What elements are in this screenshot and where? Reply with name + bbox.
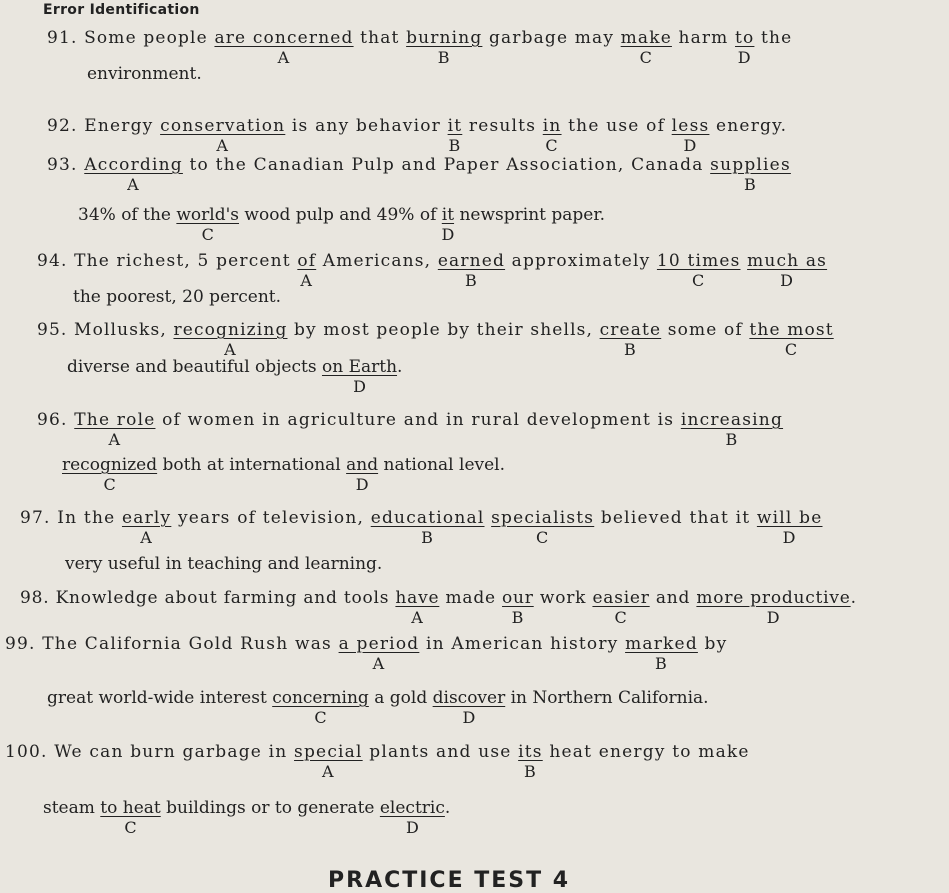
sentence-text: a gold [368,688,433,708]
option-a-underlined-phrase[interactable] [338,634,420,673]
option-text: will be [756,508,823,528]
option-d-underlined-phrase[interactable] [321,357,398,396]
option-text: supplies [710,155,791,175]
question-93-line [78,205,606,244]
option-text: more productive [696,588,851,608]
option-a-underlined-phrase[interactable] [84,155,183,194]
sentence-text: In the [57,508,122,528]
option-text: earned [437,251,506,271]
option-c-underlined-phrase[interactable] [592,588,650,627]
option-text: much as [747,251,828,271]
sentence-text: Knowledge about farming and tools [55,588,396,608]
option-letter-label: D [683,136,698,155]
option-letter-label: A [300,271,314,290]
option-letter-label: B [437,48,451,67]
question-91-line [87,64,202,84]
question-number: 100. [5,742,55,762]
option-d-underlined-phrase[interactable] [756,508,823,547]
option-letter-label: A [127,175,140,194]
question-93-line [47,155,791,194]
option-letter-label: A [108,430,122,449]
question-96-line [62,455,506,494]
sentence-text: The California Gold Rush was [42,634,339,654]
sentence-text: national level. [378,455,506,475]
question-99-line [47,688,709,727]
sentence-text: . [444,798,451,818]
sentence-text: diverse and beautiful objects [67,357,322,377]
question-number: 99. [5,634,43,654]
option-text: of [297,251,317,271]
sentence-text: approximately [505,251,657,271]
option-letter-label: C [103,475,116,494]
option-letter-label: B [744,175,757,194]
option-text: in [542,116,562,136]
option-letter-label: B [511,608,525,627]
sentence-text: made [439,588,503,608]
option-letter-label: A [224,340,237,359]
sentence-text: great world-wide interest [47,688,273,708]
question-number: 95. [37,320,75,340]
sentence-text: The richest, 5 percent [74,251,298,271]
option-letter-label: D [441,225,455,244]
option-text: concerning [272,688,369,708]
question-98-line [20,588,857,627]
option-a-underlined-phrase[interactable] [173,320,288,359]
option-text: it [447,116,463,136]
option-text: recognizing [173,320,288,340]
option-text: easier [592,588,650,608]
sentence-text: buildings or to generate [160,798,380,818]
option-text: have [395,588,440,608]
option-c-underlined-phrase[interactable] [620,28,672,67]
option-d-underlined-phrase[interactable] [747,251,828,290]
option-b-underlined-phrase[interactable] [680,410,784,449]
option-text: make [620,28,672,48]
option-text: educational [370,508,485,528]
question-100-line [5,742,750,781]
question-91-line [47,28,793,67]
question-99-line [5,634,728,673]
sentence-text: by most people by their shells, [287,320,600,340]
sentence-text: . [850,588,857,608]
question-95-line [37,320,834,359]
option-letter-label: D [405,818,419,837]
option-a-underlined-phrase[interactable] [395,588,440,627]
option-text: burning [406,28,483,48]
option-text: According [84,155,183,175]
option-d-underlined-phrase[interactable] [432,688,506,727]
option-text: increasing [680,410,784,430]
option-letter-label: B [725,430,739,449]
question-number: 98. [20,588,56,608]
option-text: early [121,508,172,528]
option-text: specialists [491,508,595,528]
option-letter-label: A [140,528,154,547]
option-a-underlined-phrase[interactable] [121,508,172,547]
option-text: electric [379,798,445,818]
option-letter-label: C [201,225,214,244]
option-text: marked [625,634,698,654]
option-a-underlined-phrase[interactable] [297,251,317,290]
option-letter-label: C [691,271,706,290]
option-letter-label: D [782,528,797,547]
question-number: 91. [47,28,85,48]
option-d-underlined-phrase[interactable] [441,205,455,244]
option-text: The role [74,410,156,430]
option-b-underlined-phrase[interactable] [406,28,483,67]
option-text: recognized [62,455,158,475]
option-letter-label: D [355,475,369,494]
sentence-text: both at international [157,455,347,475]
page-footer: PRACTICE TEST 4 [328,868,571,893]
sentence-text: garbage may [482,28,621,48]
option-letter-label: C [535,528,550,547]
option-letter-label: B [523,762,537,781]
sentence-text: and [649,588,697,608]
sentence-text: the poorest, 20 percent. [73,287,282,307]
sentence-text: believed that it [594,508,757,528]
option-a-underlined-phrase[interactable] [294,742,363,781]
question-94-line [73,287,281,307]
option-letter-label: C [639,48,653,67]
sentence-text [485,508,492,528]
sentence-text: to the Canadian Pulp and Paper Association, Canada [182,155,711,175]
option-text: the most [749,320,834,340]
sentence-text: very useful in teaching and learning. [65,554,383,574]
option-text: and [346,455,379,475]
question-number: 96. [37,410,75,430]
sentence-text: of women in agriculture and in rural development is [155,410,681,430]
sentence-text: Some people [84,28,215,48]
option-text: our [502,588,534,608]
sentence-text: is any behavior [285,116,448,136]
option-text: are concerned [214,28,354,48]
option-c-underlined-phrase[interactable] [491,508,595,547]
sentence-text [741,251,748,271]
option-letter-label: C [314,708,327,727]
sentence-text: plants and use [362,742,519,762]
option-b-underlined-phrase[interactable] [447,116,463,155]
section-heading: Error Identification [43,2,200,18]
sentence-text: We can burn garbage in [54,742,295,762]
option-b-underlined-phrase[interactable] [710,155,791,194]
question-100-line [43,798,451,837]
sentence-text: Energy [84,116,161,136]
question-95-line [67,357,403,396]
option-letter-label: B [655,654,668,673]
option-d-underlined-phrase[interactable] [671,116,710,155]
sentence-text: Americans, [316,251,438,271]
option-letter-label: D [780,271,795,290]
option-text: discover [432,688,506,708]
question-number: 92. [47,116,85,136]
question-94-line [37,251,828,290]
question-number: 97. [20,508,58,528]
option-a-underlined-phrase[interactable] [214,28,354,67]
option-text: create [599,320,662,340]
question-number: 93. [47,155,85,175]
option-letter-label: A [321,762,335,781]
sentence-text: results [462,116,543,136]
sentence-text: newsprint paper. [454,205,606,225]
option-b-underlined-phrase[interactable] [437,251,506,290]
option-text: world's [176,205,240,225]
option-text: to heat [100,798,161,818]
option-letter-label: B [421,528,435,547]
question-97-line [20,508,823,547]
option-letter-label: D [737,48,752,67]
option-letter-label: D [462,708,476,727]
option-b-underlined-phrase[interactable] [502,588,534,627]
sentence-text: wood pulp and 49% of [239,205,442,225]
option-text: on Earth [321,357,398,377]
option-text: conservation [160,116,286,136]
option-letter-label: A [411,608,424,627]
option-b-underlined-phrase[interactable] [518,742,543,781]
sentence-text: in American history [419,634,626,654]
question-number: 94. [37,251,75,271]
option-a-underlined-phrase[interactable] [160,116,286,155]
option-c-underlined-phrase[interactable] [176,205,240,244]
option-d-underlined-phrase[interactable] [379,798,445,837]
option-letter-label: A [216,136,230,155]
option-letter-label: D [766,608,781,627]
sentence-text: Mollusks, [74,320,174,340]
option-c-underlined-phrase[interactable] [656,251,741,290]
option-text: it [441,205,455,225]
sentence-text: work [533,588,593,608]
sentence-text: some of [661,320,750,340]
sentence-text: that [353,28,407,48]
sentence-text: steam [43,798,101,818]
sentence-text: . [397,357,403,377]
option-letter-label: A [372,654,386,673]
option-d-underlined-phrase[interactable] [735,28,755,67]
sentence-text: harm [671,28,736,48]
option-letter-label: B [464,271,478,290]
option-c-underlined-phrase[interactable] [100,798,161,837]
option-b-underlined-phrase[interactable] [625,634,698,673]
sentence-text: in Northern California. [505,688,709,708]
option-a-underlined-phrase[interactable] [74,410,156,449]
option-letter-label: D [353,377,366,396]
option-text: a period [338,634,420,654]
option-text: its [518,742,543,762]
option-letter-label: B [623,340,637,359]
sentence-text: environment. [87,64,202,84]
option-b-underlined-phrase[interactable] [370,508,485,547]
option-d-underlined-phrase[interactable] [346,455,379,494]
option-letter-label: C [614,608,628,627]
option-c-underlined-phrase[interactable] [749,320,834,359]
sentence-text: the [754,28,793,48]
option-letter-label: C [124,818,137,837]
option-d-underlined-phrase[interactable] [696,588,851,627]
option-c-underlined-phrase[interactable] [272,688,369,727]
option-c-underlined-phrase[interactable] [542,116,562,155]
sentence-text: 34% of the [78,205,177,225]
option-letter-label: B [448,136,462,155]
question-97-line [65,554,382,574]
option-letter-label: C [545,136,559,155]
sentence-text: energy. [709,116,788,136]
option-text: less [671,116,710,136]
sentence-text: the use of [561,116,672,136]
question-92-line [47,116,788,155]
option-letter-label: A [277,48,291,67]
sentence-text: by [697,634,728,654]
option-c-underlined-phrase[interactable] [62,455,158,494]
option-letter-label: C [784,340,799,359]
option-text: special [294,742,363,762]
option-b-underlined-phrase[interactable] [599,320,662,359]
sentence-text: heat energy to make [542,742,750,762]
question-96-line [37,410,784,449]
sentence-text: years of television, [171,508,371,528]
option-text: to [735,28,755,48]
option-text: 10 times [656,251,741,271]
